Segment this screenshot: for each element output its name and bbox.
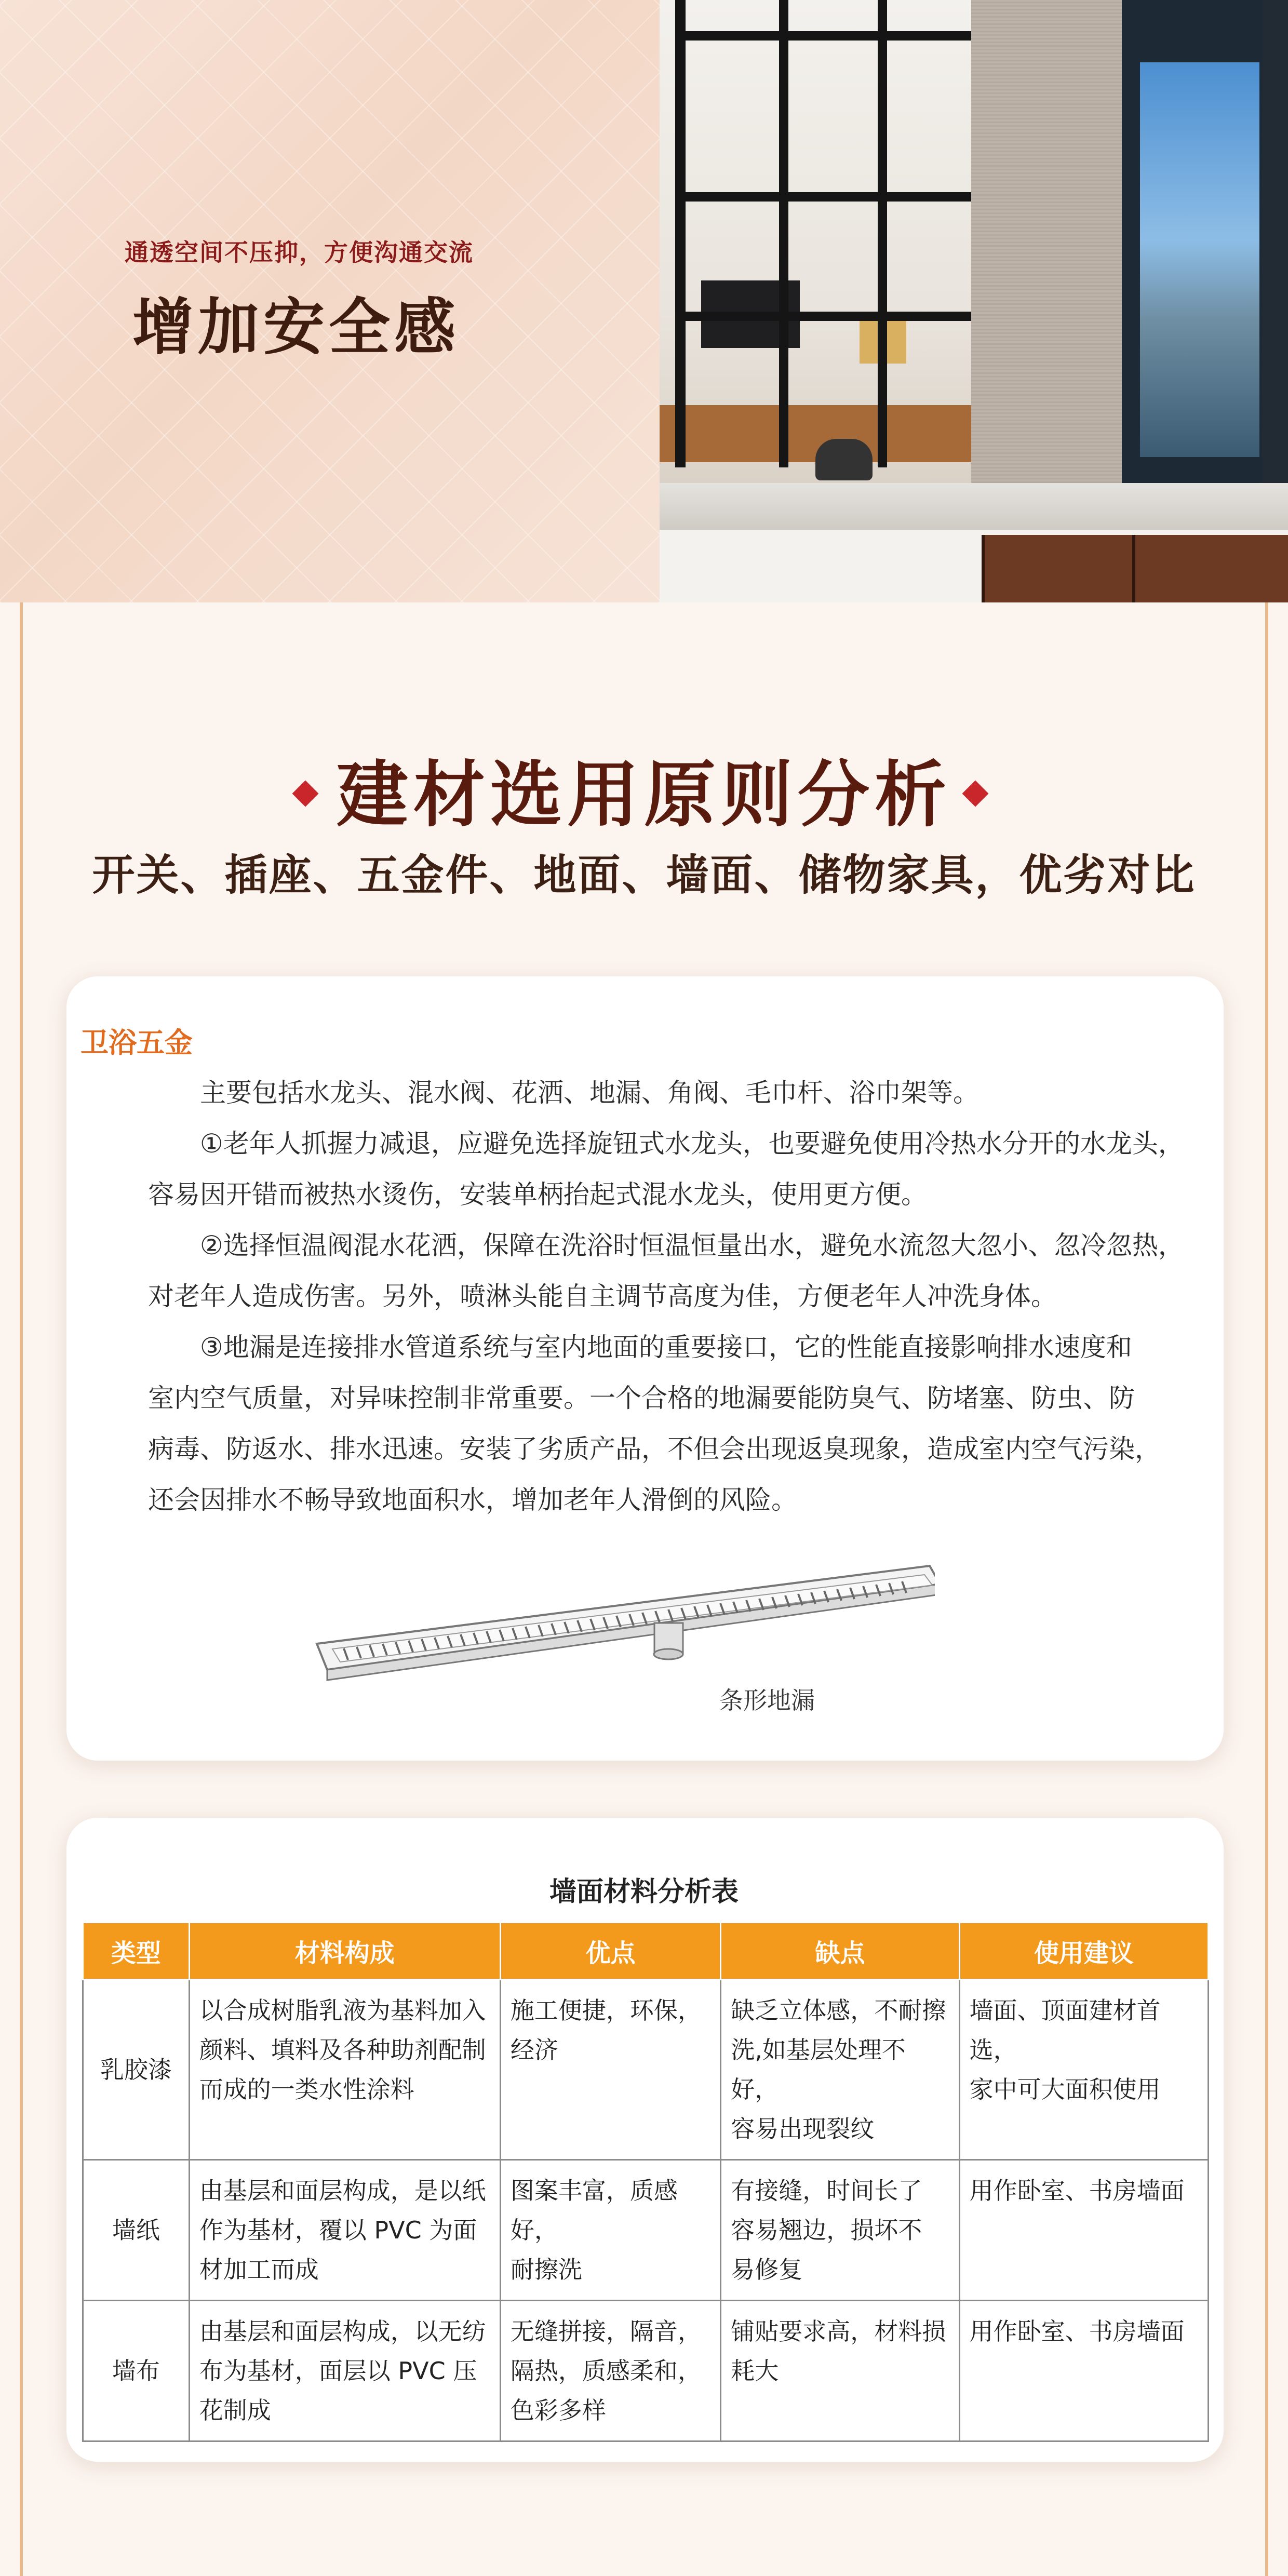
cell-line: 用作卧室、书房墙面 [969, 2317, 1185, 2345]
text-line: ③地漏是连接排水管道系统与室内地面的重要接口，它的性能直接影响排水速度和 [200, 1332, 1132, 1362]
column-header: 材料构成 [189, 1923, 500, 1980]
cell-line: 容易翘边，损坏不 [731, 2216, 922, 2244]
cell-line: 花制成 [199, 2396, 271, 2424]
cell-line: 容易出现裂纹 [731, 2115, 875, 2143]
cell-cons [721, 2301, 959, 2441]
hero-subtitle: 通透空间不压抑，方便沟通交流 [125, 238, 474, 266]
wall-material-table [82, 1922, 1209, 2442]
hero-banner [0, 0, 1288, 602]
text-line: 对老年人造成伤害。另外，喷淋头能自主调节高度为佳，方便老年人冲洗身体。 [148, 1281, 1057, 1311]
cell-line: 色彩多样 [510, 2396, 606, 2424]
partition-bar [675, 31, 971, 41]
cell-type: 墙纸 [83, 2160, 190, 2301]
cell-line: 布为基材，面层以 PVC 压 [199, 2357, 477, 2385]
table-row [83, 1980, 1209, 2160]
cell-advice [959, 2301, 1208, 2441]
table-row [83, 2160, 1209, 2301]
table-header-row [83, 1923, 1209, 1980]
interior-photo [660, 0, 1288, 602]
glass-partition-frame [675, 0, 992, 467]
partition-bar [779, 0, 788, 467]
text-line: 主要包括水龙头、混水阀、花洒、地漏、角阀、毛巾杆、浴巾架等。 [200, 1078, 979, 1108]
cell-line: 缺乏立体感，不耐擦 [731, 1996, 946, 2024]
cell-line: 洗,如基层处理不好， [731, 2036, 906, 2103]
drawer-gap [1132, 535, 1135, 602]
cell-line: 材加工而成 [199, 2256, 319, 2284]
text-line: ①老年人抓握力减退，应避免选择旋钮式水龙头，也要避免使用冷热水分开的水龙头， [200, 1129, 1184, 1159]
cell-line: 图案丰富，质感好， [510, 2177, 678, 2244]
drawer-gap [982, 535, 985, 602]
cell-line: 作为基材，覆以 PVC 为面 [199, 2216, 477, 2244]
section-subtitle: 开关、插座、五金件、地面、墙面、储物家具，优劣对比 [92, 851, 1196, 900]
cell-pros [500, 2301, 720, 2441]
cell-line: 铺贴要求高，材料损 [731, 2317, 946, 2345]
linear-drain-icon [312, 1537, 935, 1724]
text-line: 室内空气质量，对异味控制非常重要。一个合格的地漏要能防臭气、防堵塞、防虫、防 [148, 1383, 1135, 1413]
cell-line: 而成的一类水性涂料 [199, 2075, 414, 2103]
text-line: 还会因排水不畅导致地面积水，增加老年人滑倒的风险。 [148, 1485, 797, 1515]
partition-bar [675, 192, 971, 202]
table-row [83, 2301, 1209, 2441]
text-line: 容易因开错而被热水烫伤，安装单柄抬起式混水龙头，使用更方便。 [148, 1179, 927, 1210]
hero-title: 增加安全感 [132, 291, 460, 363]
column-header: 使用建议 [959, 1923, 1208, 1980]
point-3-paragraph [148, 1322, 1166, 1525]
cell-line: 由基层和面层构成，是以纸 [199, 2177, 486, 2205]
cell-pros [500, 1980, 720, 2160]
cell-cons [721, 1980, 959, 2160]
cell-composition [189, 2301, 500, 2441]
partition-bar [675, 312, 971, 321]
cell-advice [959, 2160, 1208, 2301]
text-line: 病毒、防返水、排水迅速。安装了劣质产品，不但会出现返臭现象，造成室内空气污染， [148, 1434, 1161, 1464]
section-title: 建材选用原则分析 [336, 753, 951, 837]
cell-line: 施工便捷，环保， [510, 1996, 702, 2024]
linear-drain-illustration [312, 1537, 935, 1724]
cell-line: 隔热，质感柔和， [510, 2357, 702, 2385]
cell-line: 颜料、填料及各种助剂配制 [199, 2036, 486, 2064]
cell-composition [189, 2160, 500, 2301]
table-title: 墙面材料分析表 [549, 1876, 739, 1908]
hero-text-panel [0, 0, 660, 602]
kettle [815, 439, 873, 480]
cell-line: 经济 [510, 2036, 558, 2064]
column-header: 优点 [500, 1923, 720, 1980]
cell-line: 用作卧室、书房墙面 [969, 2177, 1185, 2205]
textured-wall [971, 0, 1122, 483]
city-view [1140, 62, 1259, 457]
cell-line: 由基层和面层构成，以无纺 [199, 2317, 486, 2345]
column-header: 类型 [83, 1923, 190, 1980]
cell-line: 耗大 [731, 2357, 779, 2385]
card-heading: 卫浴五金 [81, 1026, 193, 1059]
cell-line: 耐擦洗 [510, 2256, 582, 2284]
intro-paragraph [200, 1067, 1218, 1118]
cell-advice [959, 1980, 1208, 2160]
cell-line: 有接缝，时间长了 [731, 2177, 922, 2205]
cell-pros [500, 2160, 720, 2301]
cell-type: 乳胶漆 [83, 1980, 190, 2160]
window-mullion [1262, 0, 1288, 483]
point-1-paragraph [148, 1118, 1184, 1220]
cell-line: 家中可大面积使用 [969, 2075, 1161, 2103]
cell-line: 无缝拼接，隔音， [510, 2317, 702, 2345]
cell-line: 易修复 [731, 2256, 803, 2284]
column-header: 缺点 [721, 1923, 959, 1980]
cell-cons [721, 2160, 959, 2301]
point-2-paragraph [148, 1220, 1184, 1322]
countertop [660, 483, 1288, 530]
cell-line: 墙面、顶面建材首选， [969, 1996, 1161, 2064]
cell-composition [189, 1980, 500, 2160]
partition-bar [878, 0, 887, 467]
cell-line: 以合成树脂乳液为基料加入 [199, 1996, 486, 2024]
cell-type: 墙布 [83, 2301, 190, 2441]
image-caption: 条形地漏 [719, 1686, 815, 1714]
text-line: ②选择恒温阀混水花洒，保障在洗浴时恒温恒量出水，避免水流忽大忽小、忽冷忽热， [200, 1230, 1184, 1260]
